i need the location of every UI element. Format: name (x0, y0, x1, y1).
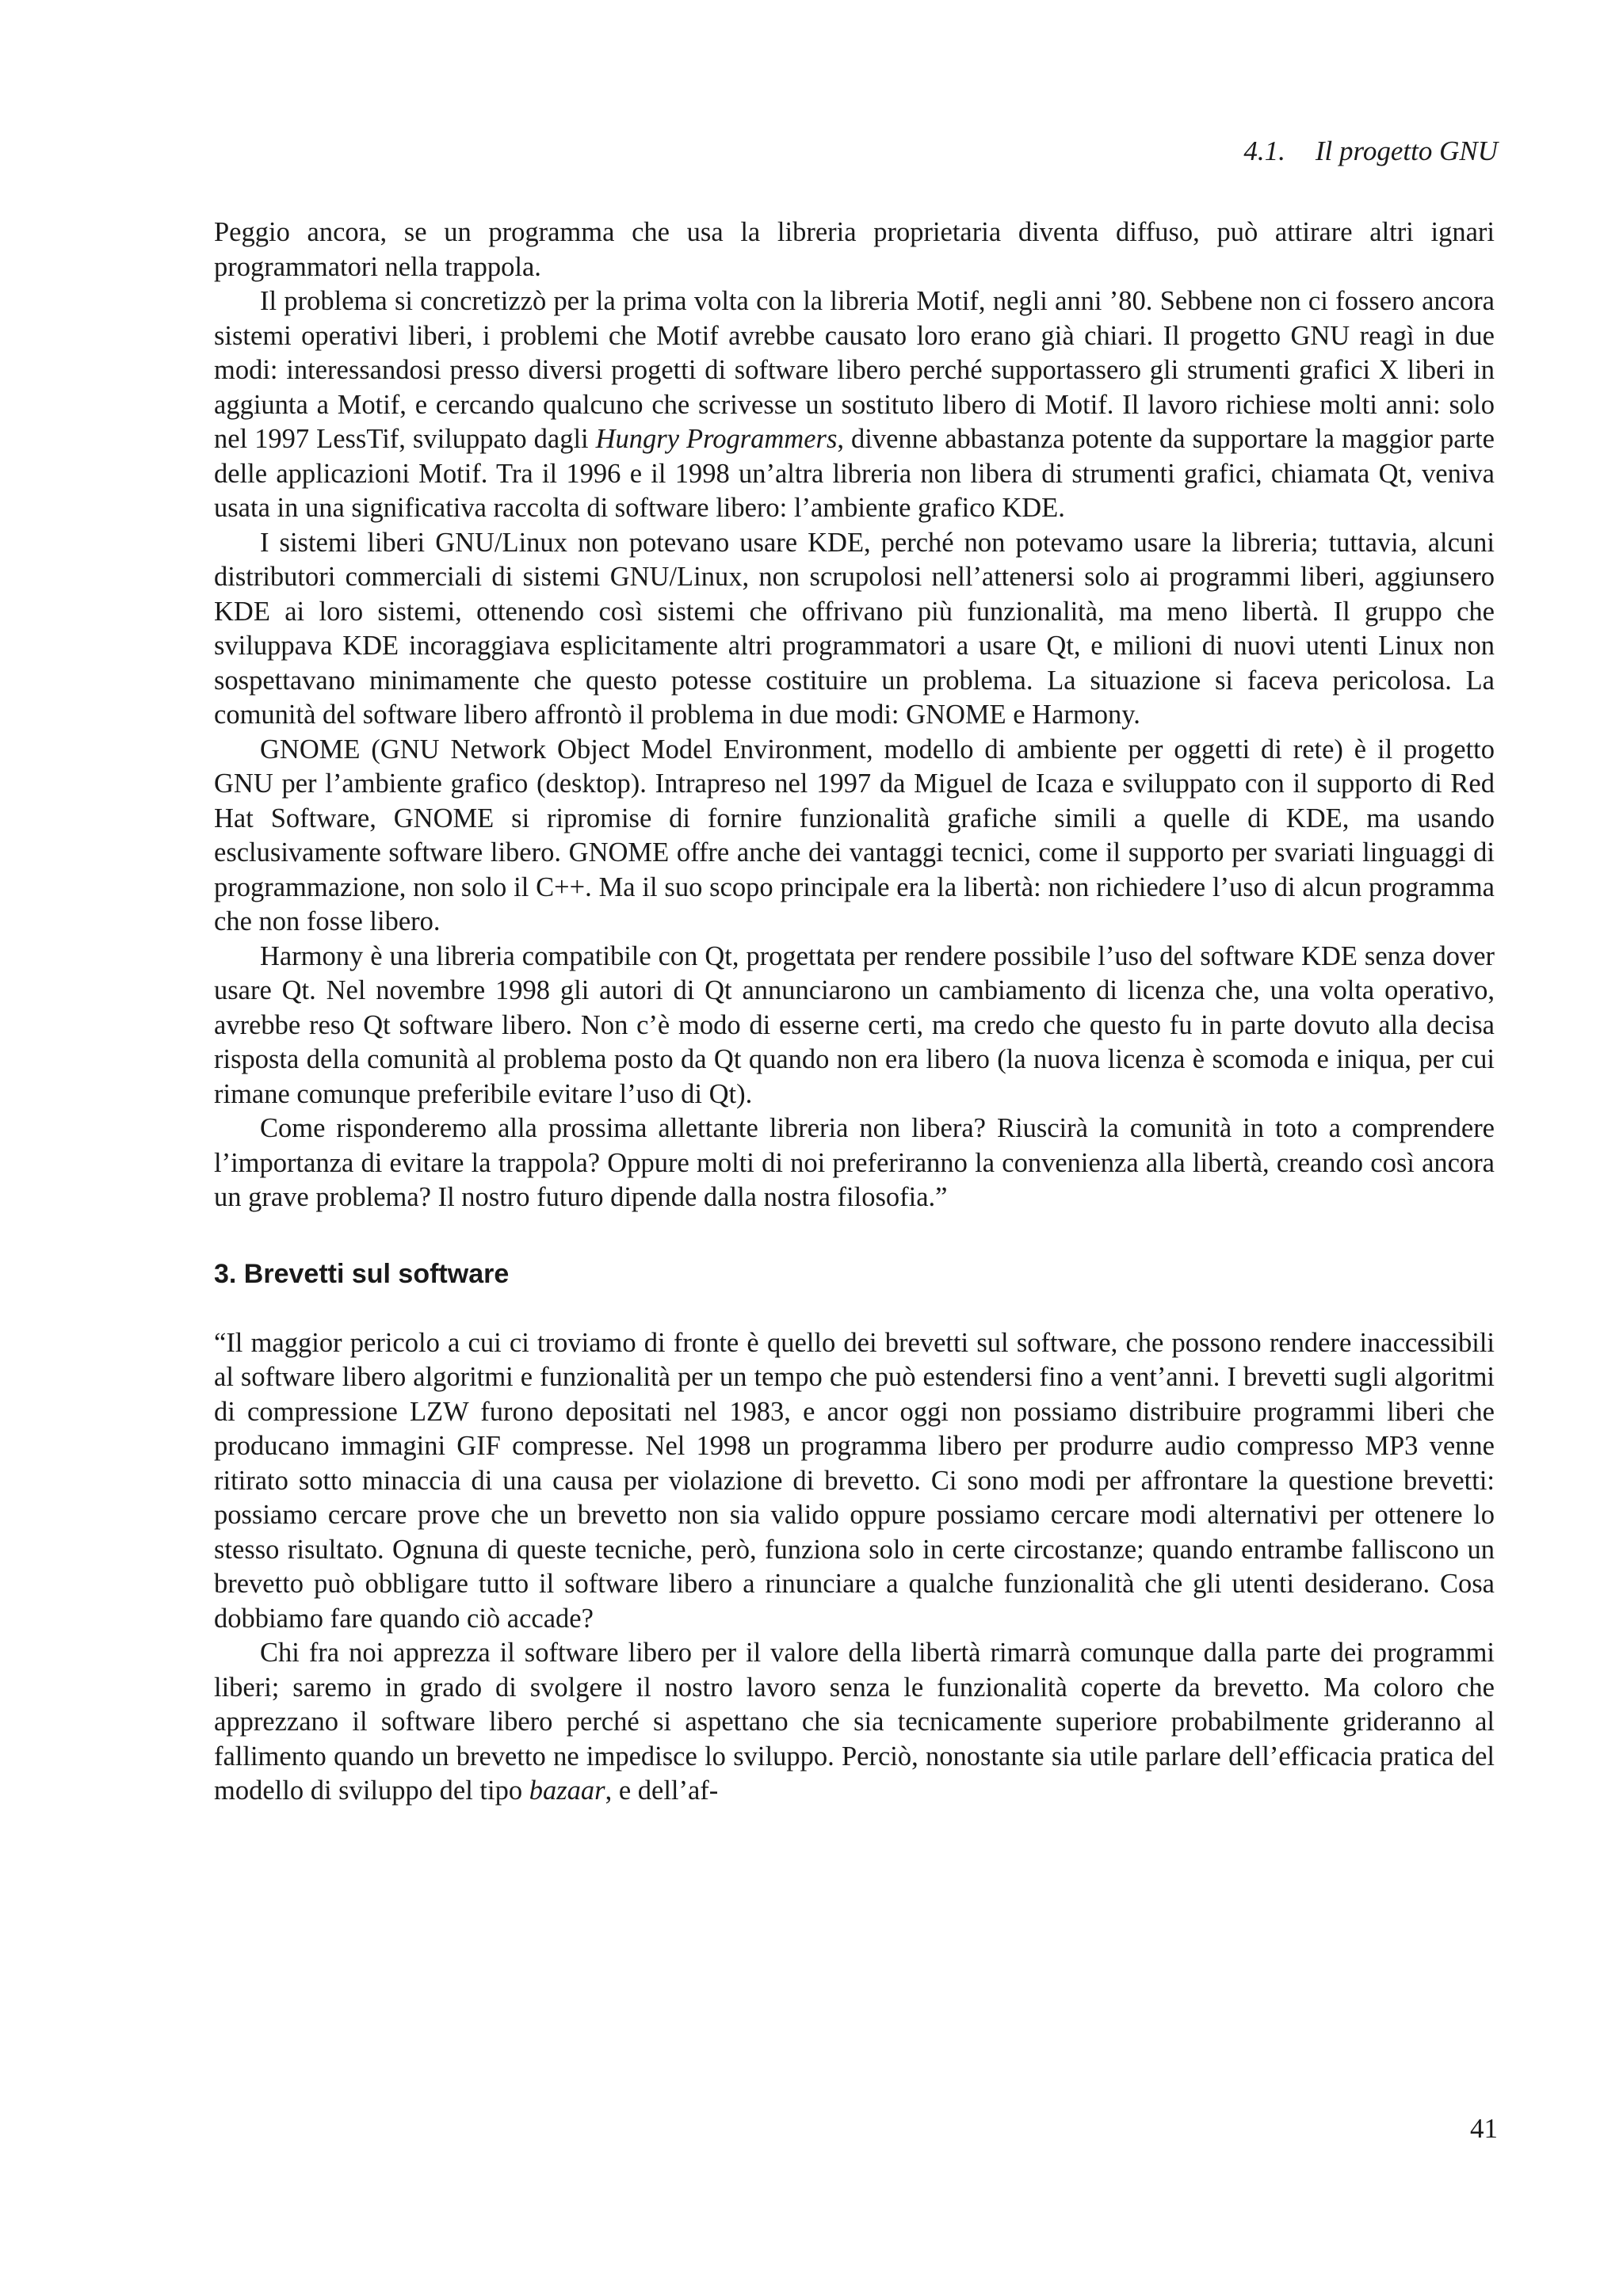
paragraph: Chi fra noi apprezza il software libero per il valore della libertà rimarrà comunque dalla parte dei programmi liberi; saremo in grado di svolgere il nostro lavoro senza le funzionalità coperte da brevetto. Ma coloro che apprezzano il software libero perché si aspettano che sia tecnicamente superiore probabilmente grideranno al fallimento quando un brevetto ne impedisce lo sviluppo. Perciò, nonostante sia utile parlare dell’efficacia pratica del modello di sviluppo del tipo bazaar, e dell’af- (214, 1638, 1495, 1806)
paragraph: Come risponderemo alla prossima allettante libreria non libera? Riuscirà la comunità in toto a comprendere l’importanza di evitare la trappola? Oppure molti di noi preferiranno la convenienza alla libertà, creando così ancora un grave problema? Il nostro futuro dipende dalla nostra filosofia.” (214, 1113, 1495, 1212)
section-heading: 3. Brevetti sul software (214, 1258, 510, 1289)
italic-term: Hungry Programmers (595, 424, 838, 454)
paragraph: Peggio ancora, se un programma che usa la libreria proprietaria diventa diffuso, può attirare altri ignari programmatori nella trappola. (214, 217, 1495, 282)
main-text (214, 215, 1495, 1809)
running-head-section-title: Il progetto GNU (1315, 135, 1498, 166)
italic-term: bazaar (529, 1775, 605, 1806)
running-head (1243, 133, 1498, 170)
paragraph: Harmony è una libreria compatibile con Qt, progettata per rendere possibile l’uso del software KDE senza dover usare Qt. Nel novembre 1998 gli autori di Qt annunciarono un cambiamento di licenza che, una volta operativo, avrebbe reso Qt software libero. Non c’è modo di esserne certi, ma credo che questo fu in parte dovuto alla decisa risposta della comunità al problema posto da Qt quando non era libero (la nuova licenza è scomoda e iniqua, per cui rimane comunque preferibile evitare l’uso di Qt). (214, 940, 1495, 1109)
paragraph: GNOME (GNU Network Object Model Environment, modello di ambiente per oggetti di rete) è il progetto GNU per l’ambiente grafico (desktop). Intrapreso nel 1997 da Miguel de Icaza e sviluppato con il supporto di Red Hat Software, GNOME si ripromise di fornire funzionalità grafiche simili a quelle di KDE, ma usando esclusivamente software libero. GNOME offre anche dei vantaggi tecnici, come il supporto per svariati linguaggi di programmazione, non solo il C++. Ma il suo scopo principale era la libertà: non richiedere l’uso di alcun programma che non fosse libero. (214, 734, 1495, 936)
paragraph: “Il maggior pericolo a cui ci troviamo di fronte è quello dei brevetti sul software, che possono rendere inaccessibili al software libero algoritmi e funzionalità per un tempo che può estendersi fino a vent’anni. I brevetti sugli algoritmi di compressione LZW furono depositati nel 1983, e ancor oggi non possiamo distribuire programmi liberi che producano immagini GIF compresse. Nel 1998 un programma libero per produrre audio compresso MP3 venne ritirato sotto minaccia di una causa per violazione di brevetto. Ci sono modi per affrontare la questione brevetti: possiamo cercare prove che un brevetto non sia valido oppure possiamo cercare modi alternativi per ottenere lo stesso risultato. Ognuna di queste tecniche, però, funziona solo in certe circostanze; quando entrambe falliscono un brevetto può obbligare tutto il software libero a rinunciare a qualche funzionalità che gli utenti desiderano. Cosa dobbiamo fare quando ciò accade? (214, 1327, 1495, 1634)
page-number: 41 (1470, 2113, 1498, 2144)
paragraph: Il problema si concretizzò per la prima volta con la libreria Motif, negli anni ’80. Sebbene non ci fossero ancora sistemi operativi liberi, i problemi che Motif avrebbe causato loro erano già chiari. Il progetto GNU reagì in due modi: interessandosi presso diversi progetti di software libero perché supportassero gli strumenti grafici X liberi in aggiunta a Motif, e cercando qualcuno che scrivesse un sostituto libero di Motif. Il lavoro richiese molti anni: solo nel 1997 LessTif, sviluppato dagli Hungry Programmers, divenne abbastanza potente da supportare la maggior parte delle applicazioni Motif. Tra il 1996 e il 1998 un’altra libreria non libera di strumenti grafici, chiamata Qt, veniva usata in una significativa raccolta di software libero: l’ambiente grafico KDE. (214, 286, 1495, 523)
paragraph: I sistemi liberi GNU/Linux non potevano usare KDE, perché non potevamo usare la libreria; tuttavia, alcuni distributori commerciali di sistemi GNU/Linux, non scrupolosi nell’attenersi solo ai programmi liberi, aggiunsero KDE ai loro sistemi, ottenendo così sistemi che offrivano più funzionalità, ma meno libertà. Il gruppo che sviluppava KDE incoraggiava esplicitamente altri programmatori a usare Qt, e milioni di nuovi utenti Linux non sospettavano minimamente che questo potesse costituire un problema. La situazione si faceva pericolosa. La comunità del software libero affrontò il problema in due modi: GNOME e Harmony. (214, 527, 1495, 730)
running-head-section-number: 4.1. (1243, 135, 1285, 166)
